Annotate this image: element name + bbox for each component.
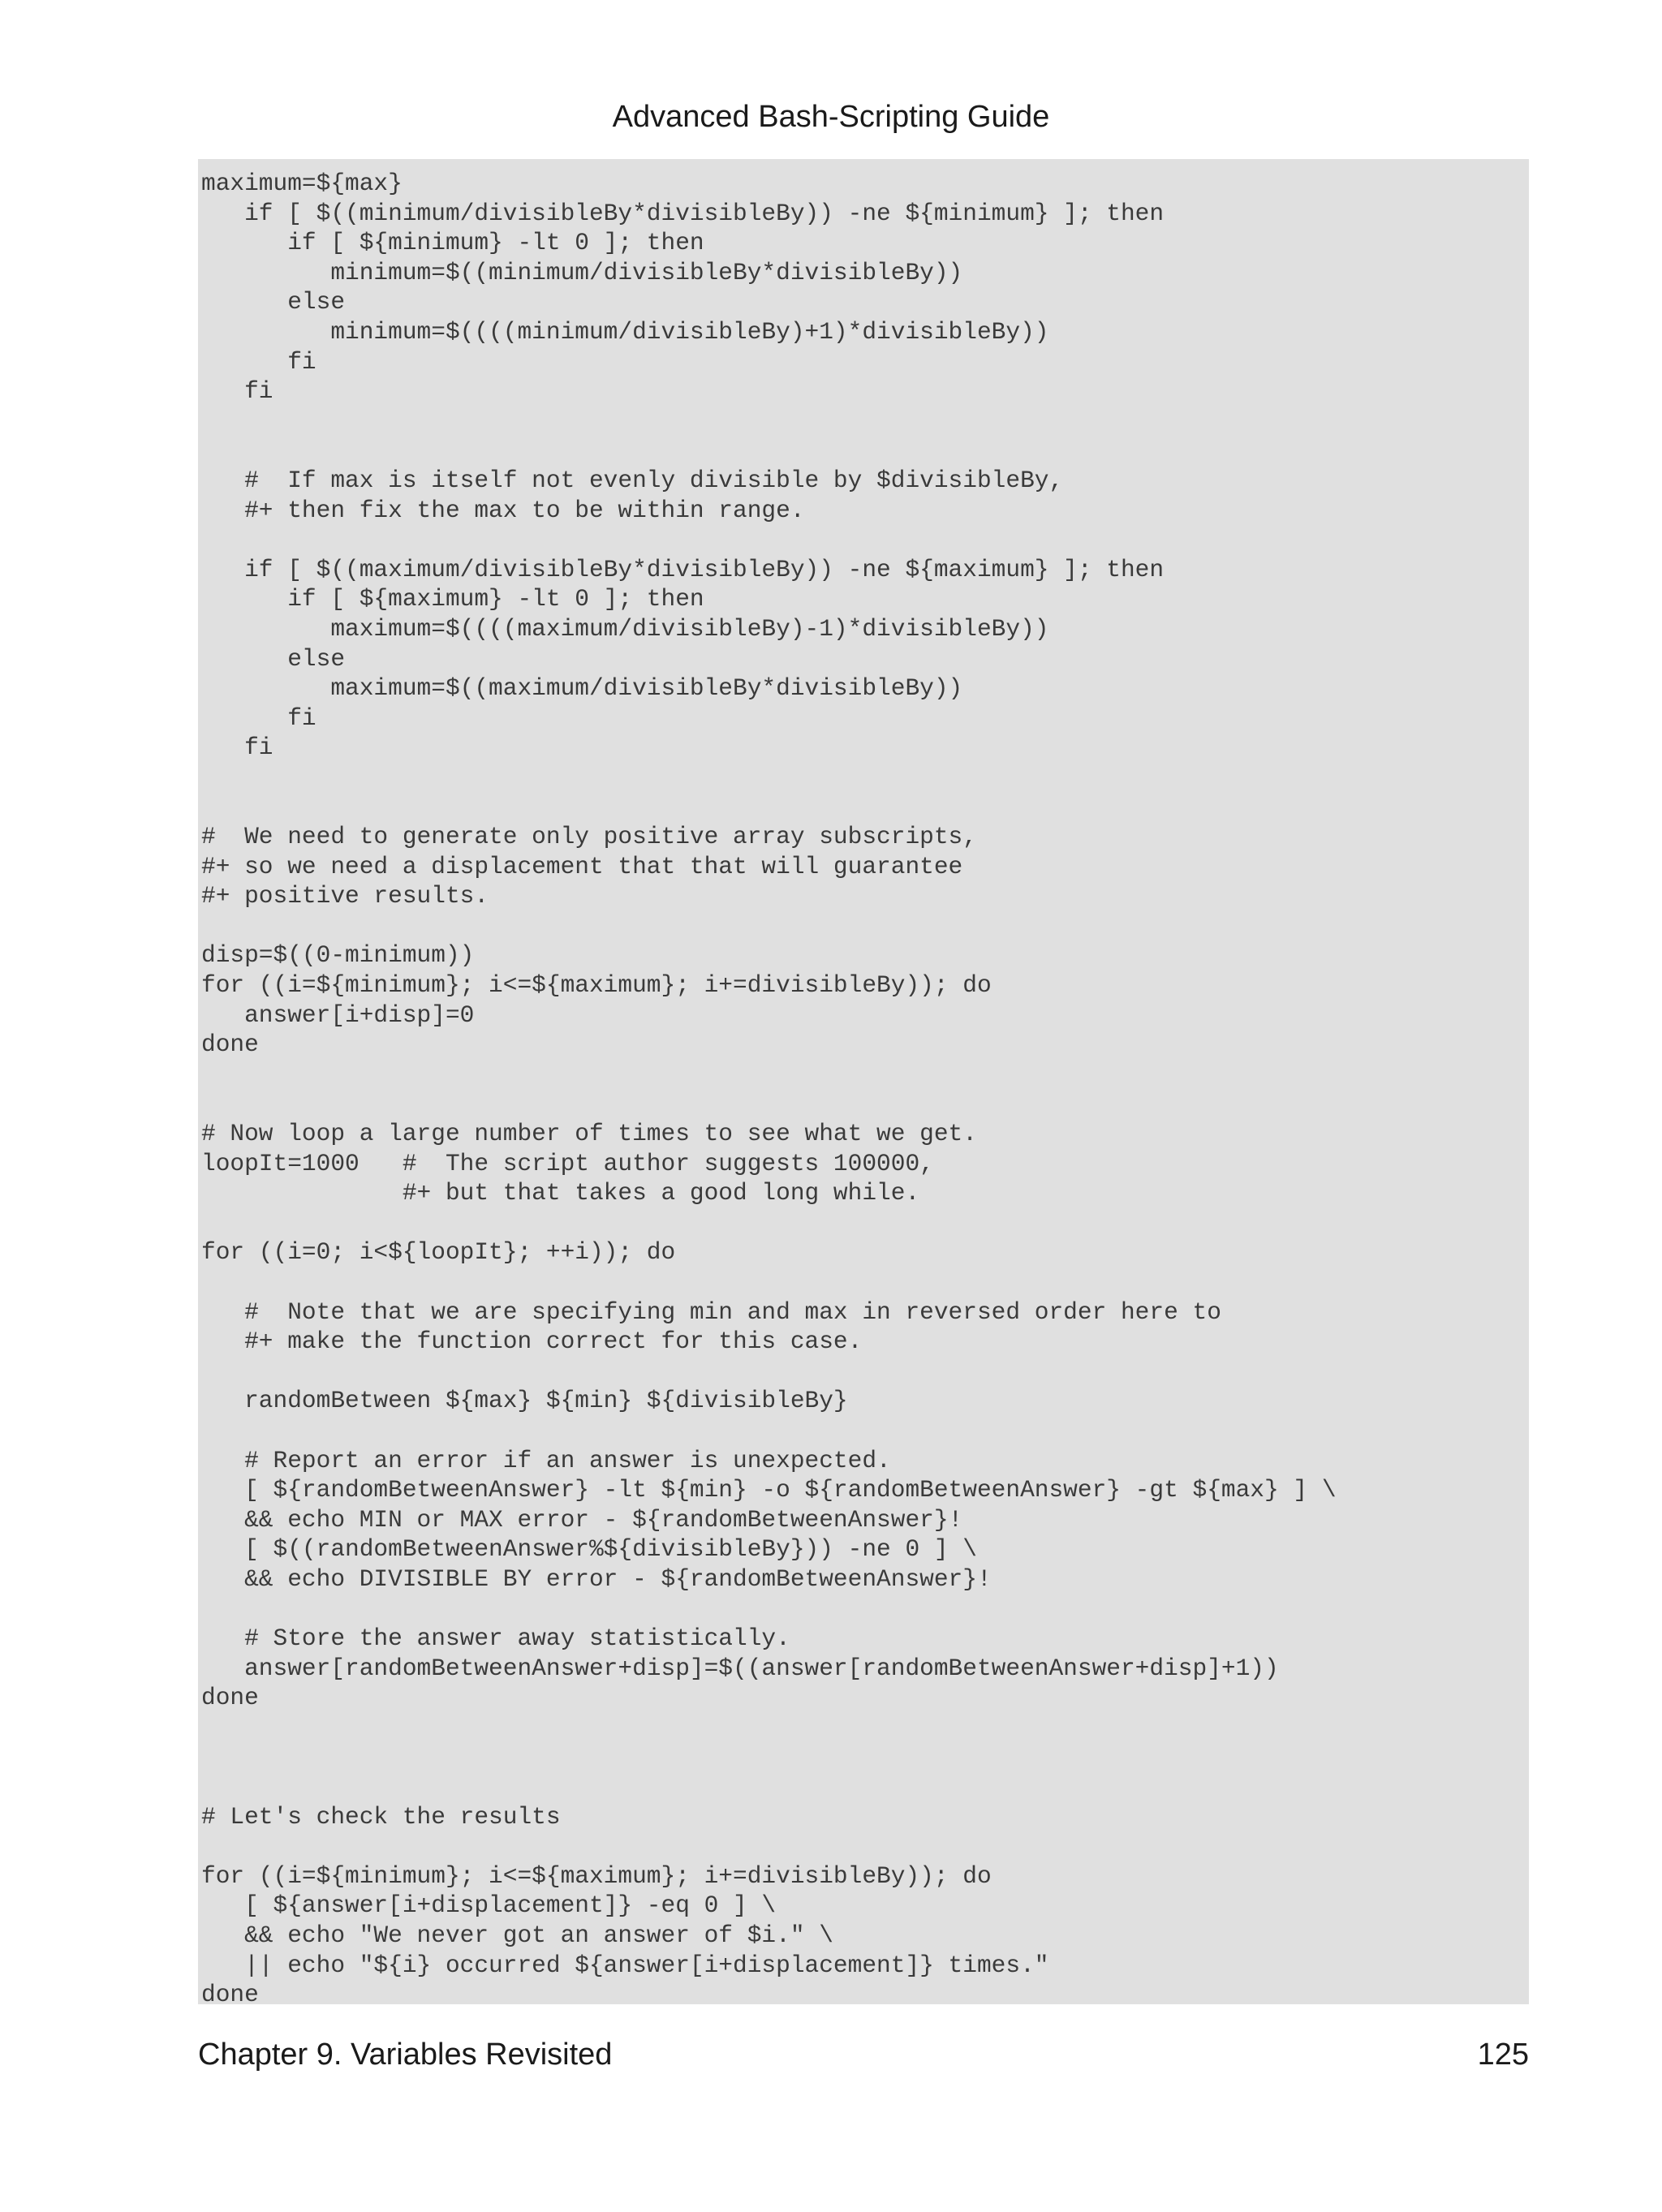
code-line: disp=$((0-minimum)) (201, 941, 475, 970)
code-line (201, 911, 1529, 941)
code-line (201, 1831, 1529, 1861)
code-line: loopIt=1000 # The script author suggests 100000, (201, 1149, 934, 1177)
code-line: [ ${answer[i+displacement]} -eq 0 ] \ (201, 1891, 777, 1920)
code-line: fi (201, 704, 316, 732)
code-line: done (201, 1981, 259, 2009)
code-line: minimum=$((minimum/divisibleBy*divisibleBy)) (201, 258, 963, 286)
code-line (201, 763, 1529, 793)
code-line (201, 1357, 1529, 1387)
code-line (201, 1208, 1529, 1238)
code-line: # Now loop a large number of times to see what we get. (201, 1120, 977, 1147)
code-line: && echo MIN or MAX error - ${randomBetweenAnswer}! (201, 1505, 963, 1534)
code-line (201, 1060, 1529, 1090)
code-line (201, 1772, 1529, 1802)
code-line: maximum=$((((maximum/divisibleBy)-1)*divisibleBy)) (201, 614, 1049, 643)
code-line: # Let's check the results (201, 1802, 561, 1831)
code-line (201, 1742, 1529, 1772)
code-line (201, 1089, 1529, 1119)
code-listing (198, 159, 1529, 2009)
code-line: #+ make the function correct for this case. (201, 1328, 863, 1356)
code-line: done (201, 1684, 259, 1712)
code-line (201, 1416, 1529, 1446)
code-line: [ $((randomBetweenAnswer%${divisibleBy})) -ne 0 ] \ (201, 1535, 977, 1564)
page-header-title: Advanced Bash-Scripting Guide (612, 100, 1050, 134)
code-line: randomBetween ${max} ${min} ${divisibleBy} (201, 1387, 848, 1415)
code-line: if [ $((maximum/divisibleBy*divisibleBy)) -ne ${maximum} ]; then (201, 555, 1165, 583)
footer-page-number: 125 (1477, 2038, 1529, 2072)
code-line (201, 525, 1529, 555)
code-line: answer[i+disp]=0 (201, 1001, 475, 1029)
code-line: fi (201, 347, 316, 376)
code-line: minimum=$((((minimum/divisibleBy)+1)*divisibleBy)) (201, 317, 1049, 346)
code-line: fi (201, 377, 273, 406)
code-line: # We need to generate only positive array subscripts, (201, 823, 977, 851)
code-line: # Store the answer away statistically. (201, 1625, 790, 1653)
code-line: for ((i=${minimum}; i<=${maximum}; i+=divisibleBy)); do (201, 1861, 992, 1890)
code-line: #+ then fix the max to be within range. (201, 496, 805, 524)
code-line: #+ positive results. (201, 882, 489, 910)
code-line (201, 1267, 1529, 1298)
code-line: if [ ${minimum} -lt 0 ]; then (201, 229, 704, 257)
code-line: answer[randomBetweenAnswer+disp]=$((answer[randomBetweenAnswer+disp]+1)) (201, 1654, 1279, 1682)
code-line (201, 407, 1529, 437)
code-line: for ((i=${minimum}; i<=${maximum}; i+=divisibleBy)); do (201, 971, 992, 1000)
code-line: # If max is itself not evenly divisible by $divisibleBy, (201, 466, 1064, 494)
code-line (201, 1594, 1529, 1625)
code-line: [ ${randomBetweenAnswer} -lt ${min} -o ${randomBetweenAnswer} -gt ${max} ] \ (201, 1476, 1337, 1504)
code-line (201, 1713, 1529, 1743)
code-line: #+ but that takes a good long while. (201, 1179, 920, 1207)
code-line: || echo "${i} occurred ${answer[i+displacement]} times." (201, 1951, 1049, 1979)
code-line: # Report an error if an answer is unexpected. (201, 1446, 891, 1474)
code-line (201, 436, 1529, 466)
code-line: # Note that we are specifying min and max in reversed order here to (201, 1298, 1221, 1326)
code-line: maximum=$((maximum/divisibleBy*divisibleBy)) (201, 674, 963, 703)
code-line: for ((i=0; i<${loopIt}; ++i)); do (201, 1238, 676, 1267)
code-line: else (201, 288, 346, 316)
code-line (201, 792, 1529, 822)
code-line: && echo DIVISIBLE BY error - ${randomBetweenAnswer}! (201, 1564, 992, 1593)
code-line: else (201, 644, 346, 673)
footer-chapter-title: Chapter 9. Variables Revisited (198, 2038, 613, 2072)
code-line: maximum=${max} (201, 170, 403, 197)
code-line: if [ $((minimum/divisibleBy*divisibleBy)) -ne ${minimum} ]; then (201, 199, 1165, 227)
code-line: if [ ${maximum} -lt 0 ]; then (201, 585, 704, 613)
code-line: done (201, 1031, 259, 1059)
code-line: #+ so we need a displacement that that will guarantee (201, 852, 963, 880)
code-line: && echo "We never got an answer of $i." \ (201, 1922, 833, 1950)
code-line: fi (201, 734, 273, 762)
